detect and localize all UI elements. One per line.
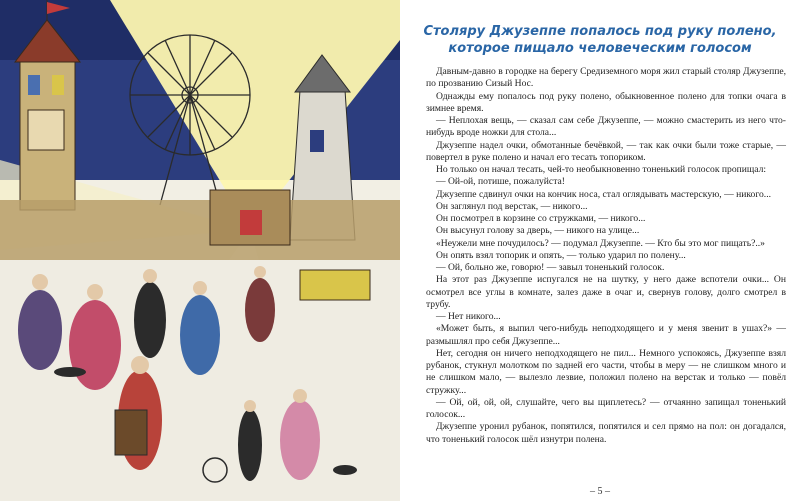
- paragraph: Однажды ему попалось под руку полено, обыкновенное полено для топки очага в зимнее время.: [426, 90, 786, 114]
- text-page: [400, 0, 800, 501]
- chapter-body: [426, 66, 786, 446]
- paragraph: — Ой-ой, потише, пожалуйста!: [436, 176, 565, 188]
- paragraph: Давным-давно в городке на берегу Средиземного моря жил старый столяр Джузеппе, по прозванию Сизый Нос.: [426, 66, 786, 90]
- paragraph: «Может быть, я выпил чего-нибудь неподходящего и у меня звенит в ушах?» — размышлял про себя Джузеппе...: [426, 323, 786, 347]
- paragraph: — Нет никого...: [436, 311, 501, 322]
- chapter-title-line-2: которое пищало человеческим голосом: [448, 41, 752, 56]
- paragraph: Он опять взял топорик и опять, — только ударил по полену...: [436, 249, 686, 261]
- paragraph: Джузеппе надел очки, обмотанные бечёвкой, — так как очки были тоже старые, — повертел в руке полено и начал его тесать топориком.: [426, 139, 786, 163]
- chapter-title-line-1: Столяру Джузеппе попалось под руку полено,: [423, 24, 777, 39]
- paragraph: «Неужели мне почудилось? — подумал Джузеппе. — Кто бы это мог пищать?..»: [436, 237, 765, 249]
- paragraph: Он высунул голову за дверь, — никого на улице...: [436, 225, 640, 237]
- chapter-title: [418, 23, 782, 57]
- paragraph: Нет, сегодня он ничего неподходящего не пил... Немного успокоясь, Джузеппе взял рубанок, стукнул молотком по задней его части, чтобы в меру — не слишком много и не слишком мало, — вылезло лезвие, положил полено на верстак и только — повёл стружку...: [426, 347, 786, 396]
- paragraph: На этот раз Джузеппе испугался не на шутку, у него даже вспотели очки... Он осмотрел все углы в комнате, залез даже в очаг и, свернув голову, долго смотрел в трубу.: [426, 274, 786, 310]
- paragraph: — Ой, ой, ой, ой, слушайте, чего вы щиплетесь? — отчаянно запищал тоненький голосок...: [426, 396, 786, 420]
- paragraph: — Неплохая вещь, — сказал сам себе Джузеппе, — можно смастерить из него что-нибудь вроде ножки для стола...: [426, 115, 786, 139]
- paragraph: Но только он начал тесать, чей-то необыкновенно тоненький голосок пропищал:: [436, 164, 767, 175]
- paragraph: Джузеппе уронил рубанок, попятился, попятился и сел прямо на пол: он догадался, что тоненький голосок шёл изнутри полена.: [426, 421, 786, 445]
- paragraph: — Ой, больно же, говорю! — завыл тоненький голосок.: [436, 262, 665, 273]
- paragraph: Джузеппе сдвинул очки на кончик носа, стал оглядывать мастерскую, — никого...: [436, 188, 772, 200]
- paragraph: Он посмотрел в корзине со стружками, — никого...: [436, 213, 646, 224]
- page-number: – 5 –: [590, 486, 610, 497]
- paragraph: Он заглянул под верстак, — никого...: [436, 200, 588, 212]
